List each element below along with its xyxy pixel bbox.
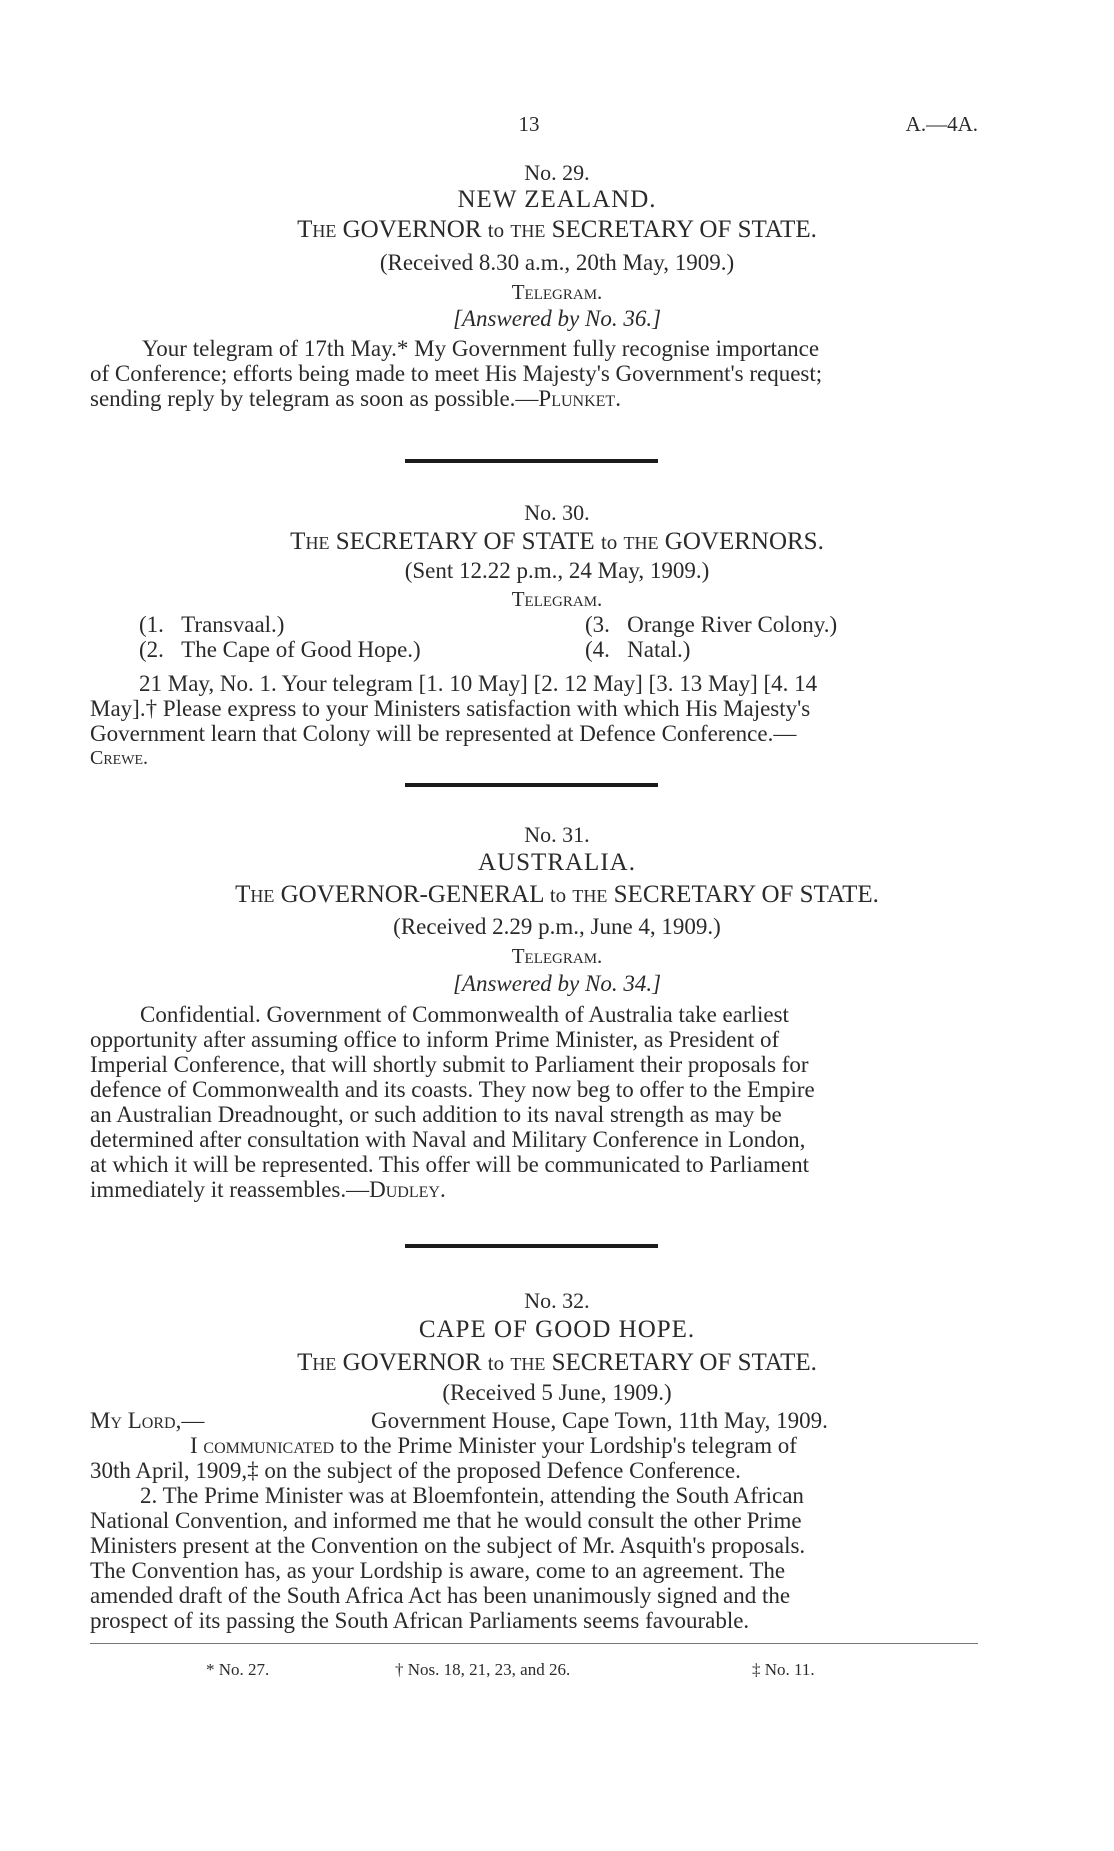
doc31-country: AUSTRALIA.	[478, 849, 636, 876]
doc30-recipient: (3. Orange River Colony.)	[585, 612, 838, 637]
doc31-body-line: defence of Commonwealth and its coasts. They now beg to offer to the Empire	[90, 1077, 815, 1102]
doc30-recipient: (1. Transvaal.)	[139, 612, 285, 637]
section-divider	[405, 783, 658, 787]
document-reference: A.—4A.	[905, 112, 978, 136]
doc31-body-line: at which it will be represented. This offer will be communicated to Parliament	[90, 1152, 809, 1177]
doc31-answered: [Answered by No. 34.]	[452, 971, 662, 996]
doc32-body-line: 30th April, 1909,‡ on the subject of the proposed Defence Conference.	[90, 1458, 741, 1483]
doc30-body-line: Government learn that Colony will be represented at Defence Conference.—	[90, 721, 797, 746]
doc31-received: (Received 2.29 p.m., June 4, 1909.)	[393, 914, 721, 939]
doc31-body-line: an Australian Dreadnought, or such addition to its naval strength as may be	[90, 1102, 782, 1127]
doc29-received: (Received 8.30 a.m., 20th May, 1909.)	[379, 250, 735, 275]
page-number: 13	[518, 112, 540, 136]
doc29-from-to: The GOVERNOR to the SECRETARY OF STATE.	[297, 216, 817, 243]
doc32-salutation: My Lord,—	[90, 1408, 205, 1433]
doc30-recipient: (4. Natal.)	[585, 637, 691, 662]
doc32-from-to: The GOVERNOR to the SECRETARY OF STATE.	[297, 1349, 817, 1376]
doc29-country: NEW ZEALAND.	[457, 186, 657, 213]
doc29-body-line: sending reply by telegram as soon as possible.—Plunket.	[90, 386, 621, 411]
section-divider	[405, 459, 658, 463]
doc31-body-line: Imperial Conference, that will shortly submit to Parliament their proposals for	[90, 1052, 809, 1077]
footnote-rule	[90, 1643, 978, 1644]
footnote: ‡ No. 11.	[752, 1660, 815, 1679]
doc32-address: Government House, Cape Town, 11th May, 1909.	[371, 1408, 828, 1433]
doc32-body-line: prospect of its passing the South African Parliaments seems favourable.	[90, 1608, 750, 1633]
doc29-body-line: of Conference; efforts being made to meet His Majesty's Government's request;	[90, 361, 823, 386]
doc30-signature: Crewe.	[90, 747, 148, 769]
section-divider	[405, 1244, 658, 1248]
doc30-body-line: May].† Please express to your Ministers satisfaction with which His Majesty's	[90, 696, 811, 721]
doc31-signature: Dudley.	[369, 1177, 446, 1202]
doc30-sent: (Sent 12.22 p.m., 24 May, 1909.)	[404, 558, 710, 583]
doc31-number: No. 31.	[524, 822, 590, 847]
doc32-body-line: The Convention has, as your Lordship is aware, come to an agreement. The	[90, 1558, 786, 1583]
doc29-number: No. 29.	[524, 160, 590, 185]
doc32-country: CAPE OF GOOD HOPE.	[418, 1316, 696, 1343]
doc32-body-line: Ministers present at the Convention on the subject of Mr. Asquith's proposals.	[90, 1533, 806, 1558]
doc31-body-line: Confidential. Government of Commonwealth of Australia take earliest	[140, 1002, 789, 1027]
doc29-signature: Plunket.	[538, 386, 621, 411]
doc31-body-line: immediately it reassembles.—Dudley.	[90, 1177, 446, 1202]
footnote: † Nos. 18, 21, 23, and 26.	[395, 1660, 571, 1679]
doc30-recipient: (2. The Cape of Good Hope.)	[139, 637, 421, 662]
doc32-received: (Received 5 June, 1909.)	[442, 1380, 672, 1405]
doc31-telegram-label: Telegram.	[511, 944, 603, 968]
doc30-from-to: The SECRETARY OF STATE to the GOVERNORS.	[290, 528, 824, 555]
doc32-body-line: National Convention, and informed me that he would consult the other Prime	[90, 1508, 802, 1533]
doc29-telegram-label: Telegram.	[511, 280, 603, 304]
doc32-body-line: I communicated to the Prime Minister your Lordship's telegram of	[190, 1433, 797, 1458]
doc31-body-line: opportunity after assuming office to inform Prime Minister, as President of	[90, 1027, 780, 1052]
doc29-answered: [Answered by No. 36.]	[452, 306, 662, 331]
doc31-body-line: determined after consultation with Naval and Military Conference in London,	[90, 1127, 806, 1152]
doc32-body-line: amended draft of the South Africa Act has been unanimously signed and the	[90, 1583, 791, 1608]
doc32-body-line: 2. The Prime Minister was at Bloemfontein, attending the South African	[140, 1483, 804, 1508]
doc30-number: No. 30.	[524, 500, 590, 525]
doc29-body-line: Your telegram of 17th May.* My Government fully recognise importance	[142, 336, 820, 361]
doc31-from-to: The GOVERNOR-GENERAL to the SECRETARY OF STATE.	[235, 881, 879, 908]
doc30-telegram-label: Telegram.	[511, 587, 603, 611]
doc32-number: No. 32.	[524, 1288, 590, 1313]
doc30-body-line: 21 May, No. 1. Your telegram [1. 10 May] [2. 12 May] [3. 13 May] [4. 14	[139, 671, 818, 696]
footnote: * No. 27.	[206, 1660, 270, 1679]
